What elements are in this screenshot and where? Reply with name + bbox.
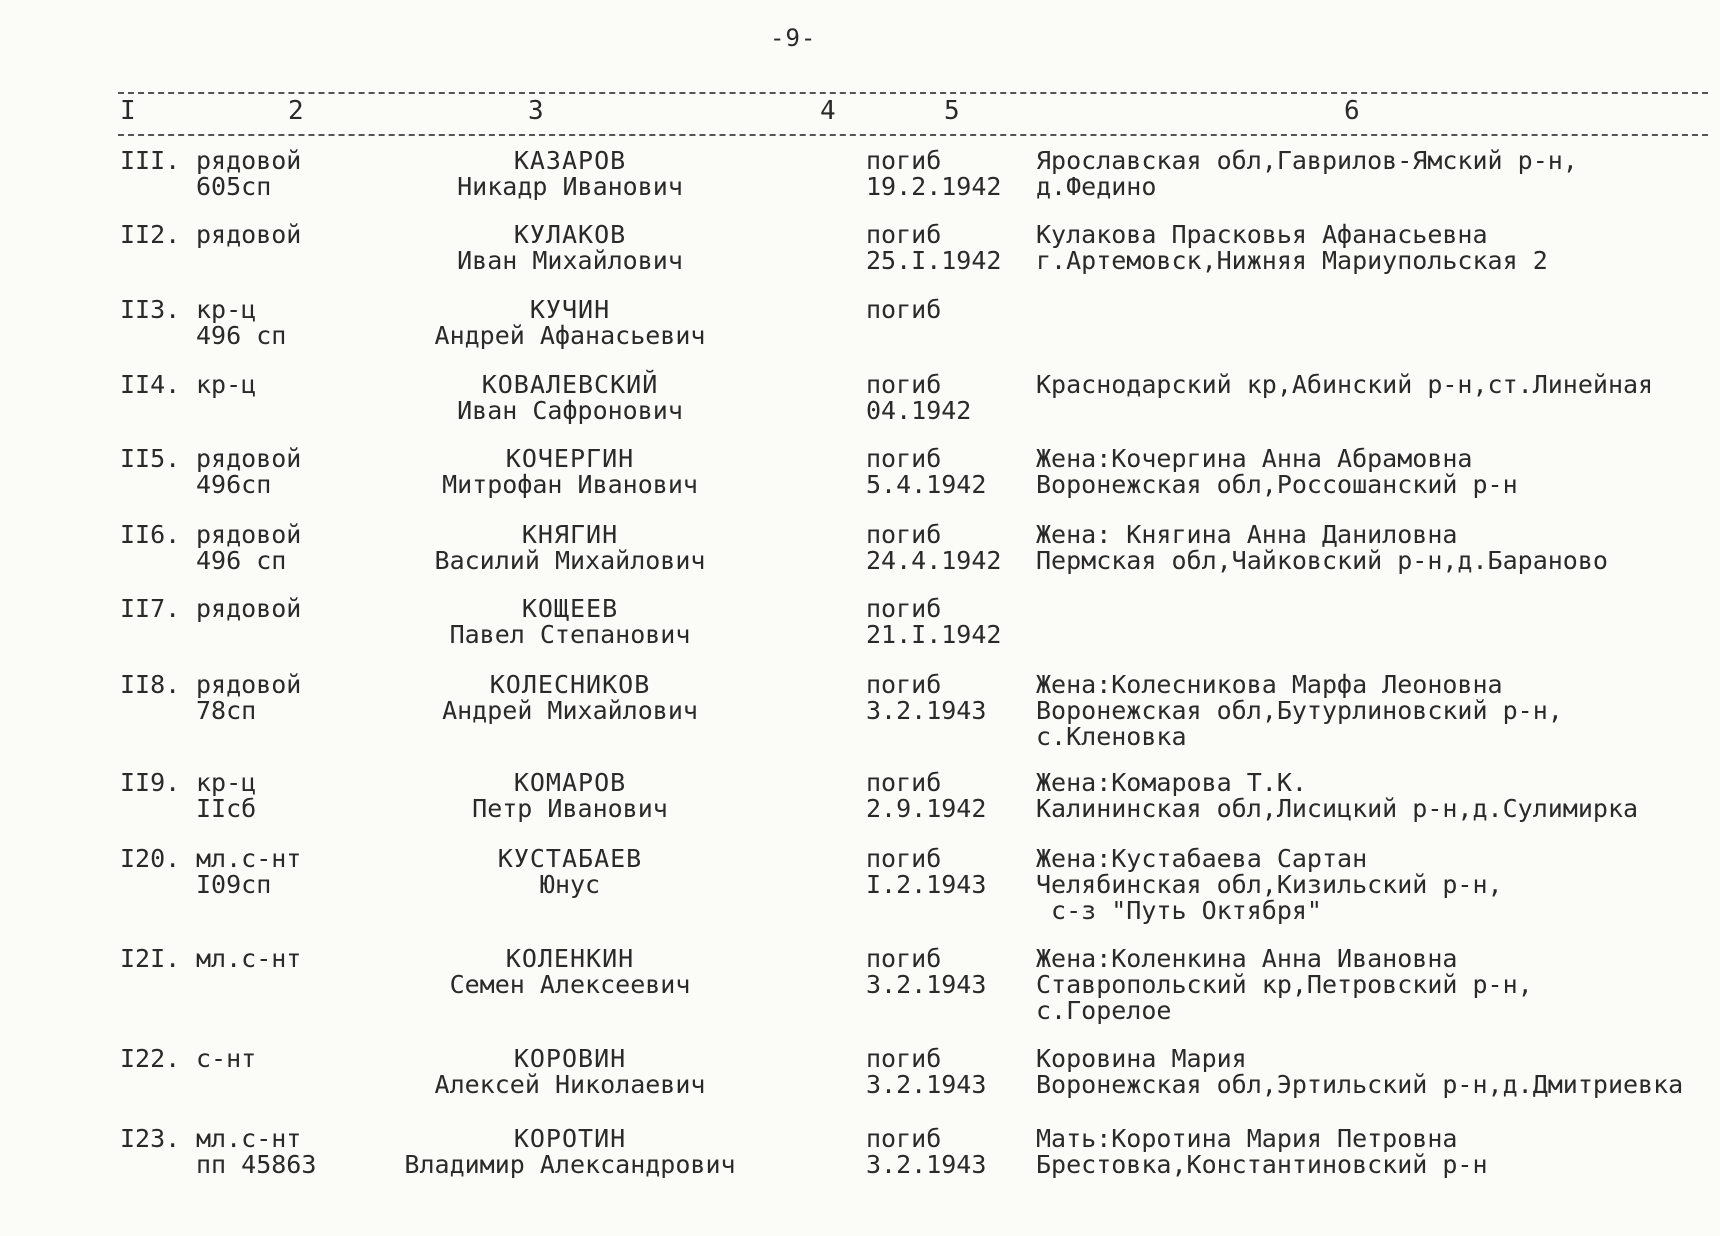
fate-block	[866, 148, 1001, 200]
fate-block	[866, 846, 986, 898]
unit: I09сп	[196, 870, 272, 899]
rank: рядовой	[196, 146, 302, 175]
rank: мл.с-нт	[196, 944, 302, 973]
fate-block	[866, 222, 1001, 274]
status: погиб	[866, 844, 942, 873]
surname: КОМАРОВ	[513, 768, 627, 797]
address-block	[1036, 770, 1638, 822]
name-block	[380, 522, 760, 574]
unit: 496 сп	[196, 321, 287, 350]
address-line: Жена:Комарова Т.К.	[1036, 768, 1307, 797]
unit: IIсб	[196, 794, 257, 823]
record-number: I22.	[120, 1044, 181, 1073]
address-line: Челябинская обл,Кизильский р-н,	[1036, 870, 1503, 899]
given-name: Семен Алексеевич	[449, 970, 691, 999]
address-line: с.Горелое	[1036, 996, 1172, 1025]
fate-block	[866, 522, 1001, 574]
record-number: II8.	[120, 670, 181, 699]
date: 24.4.1942	[866, 546, 1002, 575]
address-line: с-з "Путь Октября"	[1036, 896, 1322, 925]
address-block	[1036, 846, 1503, 924]
given-name: Алексей Николаевич	[434, 1070, 706, 1099]
date: 2.9.1942	[866, 794, 987, 823]
given-name: Иван Сафронович	[457, 396, 683, 425]
given-name: Андрей Афанасьевич	[434, 321, 706, 350]
address-line: Краснодарский кр,Абинский р-н,ст.Линейная	[1036, 370, 1654, 399]
given-name: Никадр Иванович	[457, 172, 683, 201]
name-block	[380, 770, 760, 822]
address-line: Кулакова Прасковья Афанасьевна	[1036, 220, 1488, 249]
given-name: Андрей Михайлович	[442, 696, 698, 725]
status: погиб	[866, 670, 942, 699]
name-block	[380, 1126, 760, 1178]
unit: 496сп	[196, 470, 272, 499]
given-name: Владимир Александрович	[404, 1150, 736, 1179]
rank-block	[196, 1046, 256, 1072]
status: погиб	[866, 1124, 942, 1153]
surname: КОЧЕРГИН	[505, 444, 635, 473]
name-block	[380, 372, 760, 424]
address-block	[1036, 522, 1608, 574]
column-header-3: 3	[528, 96, 544, 126]
address-block	[1036, 672, 1563, 750]
name-block	[380, 148, 760, 200]
record-number: III.	[120, 146, 181, 175]
date: I.2.1943	[866, 870, 987, 899]
name-block	[380, 1046, 760, 1098]
date: 25.I.1942	[866, 246, 1002, 275]
name-block	[380, 446, 760, 498]
surname: КОЛЕНКИН	[505, 944, 635, 973]
rank-block	[196, 770, 256, 822]
rank-block	[196, 372, 256, 398]
fate-block	[866, 672, 986, 724]
given-name: Митрофан Иванович	[442, 470, 698, 499]
given-name: Юнус	[539, 870, 601, 899]
surname: КАЗАРОВ	[513, 146, 627, 175]
address-line: Жена:Коленкина Анна Ивановна	[1036, 944, 1458, 973]
surname: КУЧИН	[529, 295, 611, 324]
address-line: Пермская обл,Чайковский р-н,д.Бараново	[1036, 546, 1608, 575]
address-block	[1036, 1046, 1683, 1098]
status: погиб	[866, 295, 942, 324]
rank: кр-ц	[196, 768, 257, 797]
address-line: Жена:Кустабаева Сартан	[1036, 844, 1368, 873]
fate-block	[866, 1126, 986, 1178]
fate-block	[866, 372, 971, 424]
column-header-1: I	[120, 96, 136, 126]
rank: кр-ц	[196, 295, 257, 324]
address-block	[1036, 946, 1533, 1024]
rank-block	[196, 148, 301, 200]
column-header-6: 6	[1344, 96, 1360, 126]
rank: рядовой	[196, 594, 302, 623]
rank-block	[196, 672, 301, 724]
record-number: I2I.	[120, 944, 181, 973]
name-block	[380, 846, 760, 898]
name-block	[380, 672, 760, 724]
record-number: II6.	[120, 520, 181, 549]
rank: мл.с-нт	[196, 844, 302, 873]
fate-block	[866, 1046, 986, 1098]
name-block	[380, 946, 760, 998]
rank: рядовой	[196, 444, 302, 473]
address-line: Жена:Кочергина Анна Абрамовна	[1036, 444, 1473, 473]
rank: рядовой	[196, 220, 302, 249]
record-number: I20.	[120, 844, 181, 873]
surname: КУЛАКОВ	[513, 220, 627, 249]
column-header-2: 2	[288, 96, 304, 126]
record-number: II5.	[120, 444, 181, 473]
address-line: Жена:Колесникова Марфа Леоновна	[1036, 670, 1503, 699]
rank-block	[196, 1126, 316, 1178]
fate-block	[866, 946, 986, 998]
rank-block	[196, 596, 301, 622]
header-rule-bottom	[118, 134, 1708, 136]
rank: с-нт	[196, 1044, 257, 1073]
record-number: I23.	[120, 1124, 181, 1153]
address-block	[1036, 372, 1653, 398]
rank-block	[196, 222, 301, 248]
name-block	[380, 222, 760, 274]
address-line: Воронежская обл,Бутурлиновский р-н,	[1036, 696, 1563, 725]
status: погиб	[866, 1044, 942, 1073]
date: 3.2.1943	[866, 1150, 987, 1179]
rank: мл.с-нт	[196, 1124, 302, 1153]
rank-block	[196, 846, 301, 898]
surname: КНЯГИН	[521, 520, 619, 549]
column-header-4: 4	[820, 96, 836, 126]
surname: КОРОВИН	[513, 1044, 627, 1073]
status: погиб	[866, 444, 942, 473]
header-rule-top	[118, 92, 1708, 94]
unit: 605сп	[196, 172, 272, 201]
address-line: г.Артемовск,Нижняя Мариупольская 2	[1036, 246, 1548, 275]
date: 3.2.1943	[866, 970, 987, 999]
address-line: Мать:Коротина Мария Петровна	[1036, 1124, 1458, 1153]
surname: КОЩЕЕВ	[521, 594, 619, 623]
record-number: II2.	[120, 220, 181, 249]
status: погиб	[866, 146, 942, 175]
date: 3.2.1943	[866, 696, 987, 725]
status: погиб	[866, 594, 942, 623]
rank-block	[196, 946, 301, 972]
unit: пп 45863	[196, 1150, 317, 1179]
rank-block	[196, 297, 286, 349]
rank-block	[196, 522, 301, 574]
fate-block	[866, 446, 986, 498]
fate-block	[866, 297, 941, 323]
given-name: Петр Иванович	[472, 794, 668, 823]
status: погиб	[866, 220, 942, 249]
address-line: Воронежская обл,Россошанский р-н	[1036, 470, 1518, 499]
record-number: II3.	[120, 295, 181, 324]
surname: КОВАЛЕВСКИЙ	[481, 370, 659, 399]
name-block	[380, 596, 760, 648]
address-line: Жена: Княгина Анна Даниловна	[1036, 520, 1458, 549]
record-number: II7.	[120, 594, 181, 623]
column-header-5: 5	[944, 96, 960, 126]
record-number: II9.	[120, 768, 181, 797]
address-line: Ставропольский кр,Петровский р-н,	[1036, 970, 1533, 999]
address-line: Коровина Мария	[1036, 1044, 1247, 1073]
unit: 496 сп	[196, 546, 287, 575]
status: погиб	[866, 768, 942, 797]
address-line: Брестовка,Константиновский р-н	[1036, 1150, 1488, 1179]
record-number: II4.	[120, 370, 181, 399]
page-number: -9-	[770, 24, 817, 52]
date: 5.4.1942	[866, 470, 987, 499]
date: 04.1942	[866, 396, 972, 425]
rank: рядовой	[196, 670, 302, 699]
address-block	[1036, 148, 1578, 200]
rank-block	[196, 446, 301, 498]
address-line: Воронежская обл,Эртильский р-н,д.Дмитриевка	[1036, 1070, 1684, 1099]
name-block	[380, 297, 760, 349]
surname: КУСТАБАЕВ	[497, 844, 643, 873]
given-name: Иван Михайлович	[457, 246, 683, 275]
address-block	[1036, 446, 1518, 498]
address-block	[1036, 222, 1548, 274]
date: 19.2.1942	[866, 172, 1002, 201]
given-name: Василий Михайлович	[434, 546, 706, 575]
surname: КОЛЕСНИКОВ	[489, 670, 651, 699]
status: погиб	[866, 520, 942, 549]
address-block	[1036, 1126, 1488, 1178]
address-line: Калининская обл,Лисицкий р-н,д.Сулимирка	[1036, 794, 1639, 823]
rank: рядовой	[196, 520, 302, 549]
given-name: Павел Степанович	[449, 620, 691, 649]
date: 21.I.1942	[866, 620, 1002, 649]
fate-block	[866, 596, 1001, 648]
address-line: Ярославская обл,Гаврилов-Ямский р-н,	[1036, 146, 1578, 175]
status: погиб	[866, 944, 942, 973]
address-line: с.Кленовка	[1036, 722, 1187, 751]
unit: 78сп	[196, 696, 257, 725]
date: 3.2.1943	[866, 1070, 987, 1099]
fate-block	[866, 770, 986, 822]
status: погиб	[866, 370, 942, 399]
address-line: д.Федино	[1036, 172, 1157, 201]
surname: КОРОТИН	[513, 1124, 627, 1153]
rank: кр-ц	[196, 370, 257, 399]
